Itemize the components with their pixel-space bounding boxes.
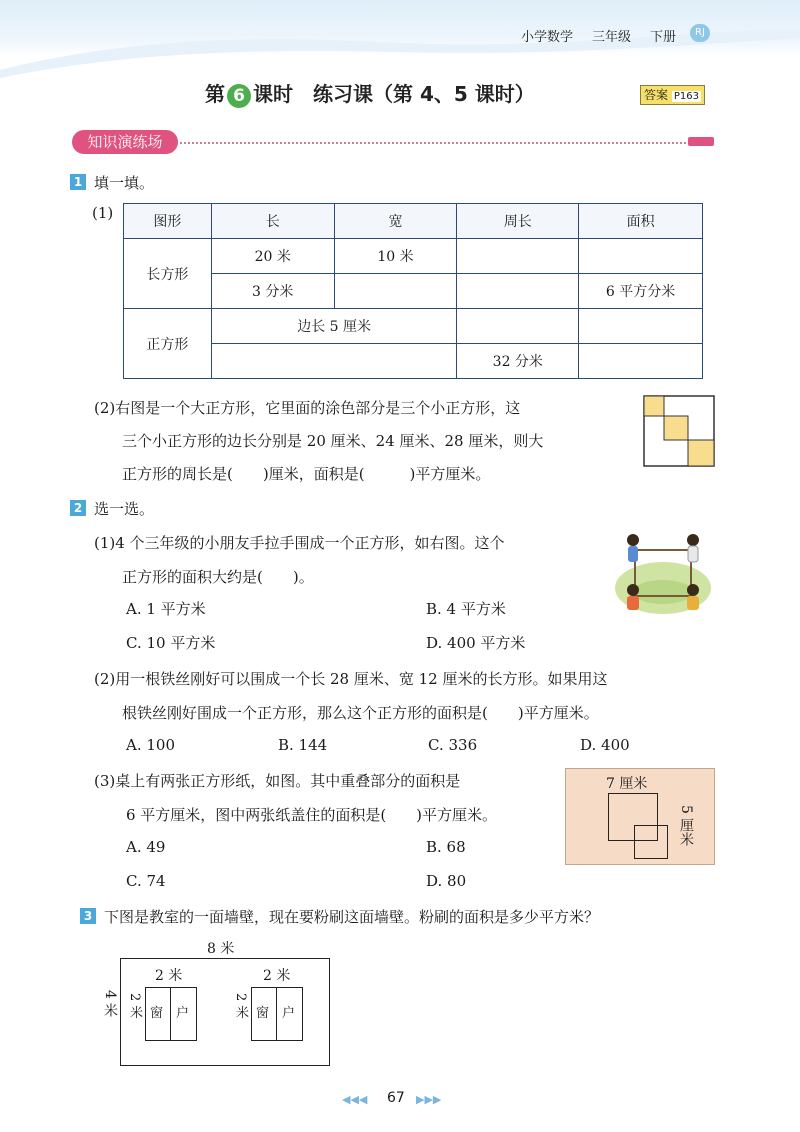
- overlap-figure: [565, 768, 715, 865]
- answer-cell-square2-side[interactable]: [211, 344, 457, 379]
- answer-cell-rect2-perimeter[interactable]: [457, 274, 579, 309]
- answer-cell-square2-area[interactable]: [579, 344, 703, 379]
- q2-p1-option-b[interactable]: B. 4 平方米: [426, 600, 506, 618]
- section-divider: [180, 142, 690, 144]
- window-right-height-label: 2 米: [233, 993, 248, 1019]
- title-name: 练习课（第 4、5 课时）: [313, 82, 535, 106]
- square-label: 正方形: [124, 309, 212, 379]
- header-cell-length: 长: [211, 204, 334, 239]
- header-volume: 下册: [650, 30, 677, 45]
- q2-p1-option-d[interactable]: D. 400 平方米: [426, 634, 526, 652]
- q1-sub2-line3: 正方形的周长是( )厘米，面积是( )平方厘米。: [122, 465, 491, 483]
- q2-p1-option-a[interactable]: A. 1 平方米: [126, 600, 206, 618]
- window-right-width-label: 2 米: [263, 968, 291, 984]
- answer-cell-square1-perimeter[interactable]: [457, 309, 579, 344]
- cell-rect1-width: 10 米: [334, 239, 457, 274]
- lesson-number-badge: 6: [227, 84, 251, 108]
- q2-p1-line1: (1)4 个三年级的小朋友手拉手围成一个正方形，如右图。这个: [94, 534, 505, 552]
- q2-p2-option-c[interactable]: C. 336: [428, 736, 478, 754]
- q2-p3-option-c[interactable]: C. 74: [126, 872, 166, 890]
- q2-p2-line2: 根铁丝刚好围成一个正方形，那么这个正方形的面积是( )平方厘米。: [122, 704, 599, 722]
- q2-p1-option-c[interactable]: C. 10 平方米: [126, 634, 216, 652]
- q3-text: 下图是教室的一面墙壁，现在要粉刷这面墙壁。粉刷的面积是多少平方米？: [104, 908, 600, 926]
- cell-rect2-area: 6 平方分米: [579, 274, 703, 309]
- answer-page: P163: [673, 91, 699, 102]
- window-left-char-1: 窗: [150, 1006, 164, 1021]
- overlap-side-label: 5 厘米: [678, 805, 694, 847]
- q2-p3-option-b[interactable]: B. 68: [426, 838, 466, 856]
- answer-cell-square1-area[interactable]: [579, 309, 703, 344]
- window-left-char-2: 户: [176, 1006, 190, 1021]
- header-cell-area: 面积: [579, 204, 703, 239]
- overlap-top-label: 7 厘米: [606, 776, 648, 792]
- window-right-char-2: 户: [282, 1006, 296, 1021]
- cell-rect1-length: 20 米: [211, 239, 334, 274]
- q2-p1-line2: 正方形的面积大约是( )。: [122, 568, 314, 586]
- answer-label: 答案: [644, 88, 669, 102]
- answer-reference[interactable]: [640, 85, 705, 105]
- page-title: [205, 78, 535, 108]
- q2-p3-option-a[interactable]: A. 49: [126, 838, 166, 856]
- cell-rect2-length: 3 分米: [211, 274, 334, 309]
- q2-instruction: 选一选。: [94, 500, 155, 518]
- page-number: 67: [387, 1090, 405, 1106]
- table-row: [124, 239, 703, 274]
- title-suffix: 课时: [253, 82, 293, 106]
- q1-sub2-line1: (2)右图是一个大正方形，它里面的涂色部分是三个小正方形，这: [94, 399, 521, 417]
- window-right-char-1: 窗: [256, 1006, 270, 1021]
- section-label: 知识演练场: [72, 130, 178, 154]
- window-right: [251, 987, 303, 1041]
- window-left-height-label: 2 米: [127, 993, 142, 1019]
- cell-square2-perimeter: 32 分米: [457, 344, 579, 379]
- q2-p3-line2: 6 平方厘米，图中两张纸盖住的面积是( )平方厘米。: [126, 806, 498, 824]
- q2-p3-option-d[interactable]: D. 80: [426, 872, 467, 890]
- nested-squares-figure: [643, 395, 715, 467]
- answer-cell-rect1-perimeter[interactable]: [457, 239, 579, 274]
- footer-left-arrows: ◀◀◀: [342, 1093, 368, 1106]
- q1-sub1-label: (1): [92, 204, 114, 222]
- q2-p2-option-b[interactable]: B. 144: [278, 736, 328, 754]
- question-number-3: 3: [80, 908, 96, 924]
- table-row: [124, 309, 703, 344]
- question-number-2: 2: [70, 500, 86, 516]
- children-circle-illustration: [613, 528, 713, 620]
- header-subject: 小学数学: [521, 30, 574, 45]
- question-number-1: 1: [70, 174, 86, 190]
- window-left-width-label: 2 米: [155, 968, 183, 984]
- fill-table: [123, 203, 703, 379]
- title-prefix: 第: [205, 82, 225, 106]
- wall-height-label: 4 米: [102, 990, 118, 1018]
- answer-cell-rect2-width[interactable]: [334, 274, 457, 309]
- q2-p2-option-a[interactable]: A. 100: [126, 736, 175, 754]
- q2-p2-option-d[interactable]: D. 400: [580, 736, 630, 754]
- header-grade: 三年级: [592, 30, 632, 45]
- q2-p3-line1: (3)桌上有两张正方形纸，如图。其中重叠部分的面积是: [94, 772, 461, 790]
- window-left: [145, 987, 197, 1041]
- q2-p2-line1: (2)用一根铁丝刚好可以围成一个长 28 厘米、宽 12 厘米的长方形。如果用这: [94, 670, 608, 688]
- wall-width-label: 8 米: [207, 941, 235, 957]
- answer-cell-rect1-area[interactable]: [579, 239, 703, 274]
- edition-badge: RJ: [690, 24, 710, 42]
- header-cell-width: 宽: [334, 204, 457, 239]
- header-wave: [0, 30, 800, 80]
- header-cell-shape: 图形: [124, 204, 212, 239]
- rect-label: 长方形: [124, 239, 212, 309]
- footer-right-arrows: ▶▶▶: [416, 1093, 442, 1106]
- wall-figure: [120, 958, 330, 1066]
- q1-instruction: 填一填。: [94, 174, 155, 192]
- cell-square1-side: 边长 5 厘米: [211, 309, 457, 344]
- overlap-square-small: [634, 825, 668, 859]
- q1-sub2-line2: 三个小正方形的边长分别是 20 厘米、24 厘米、28 厘米，则大: [122, 432, 544, 450]
- table-header-row: [124, 204, 703, 239]
- header-cell-perimeter: 周长: [457, 204, 579, 239]
- pencil-icon: [688, 137, 714, 146]
